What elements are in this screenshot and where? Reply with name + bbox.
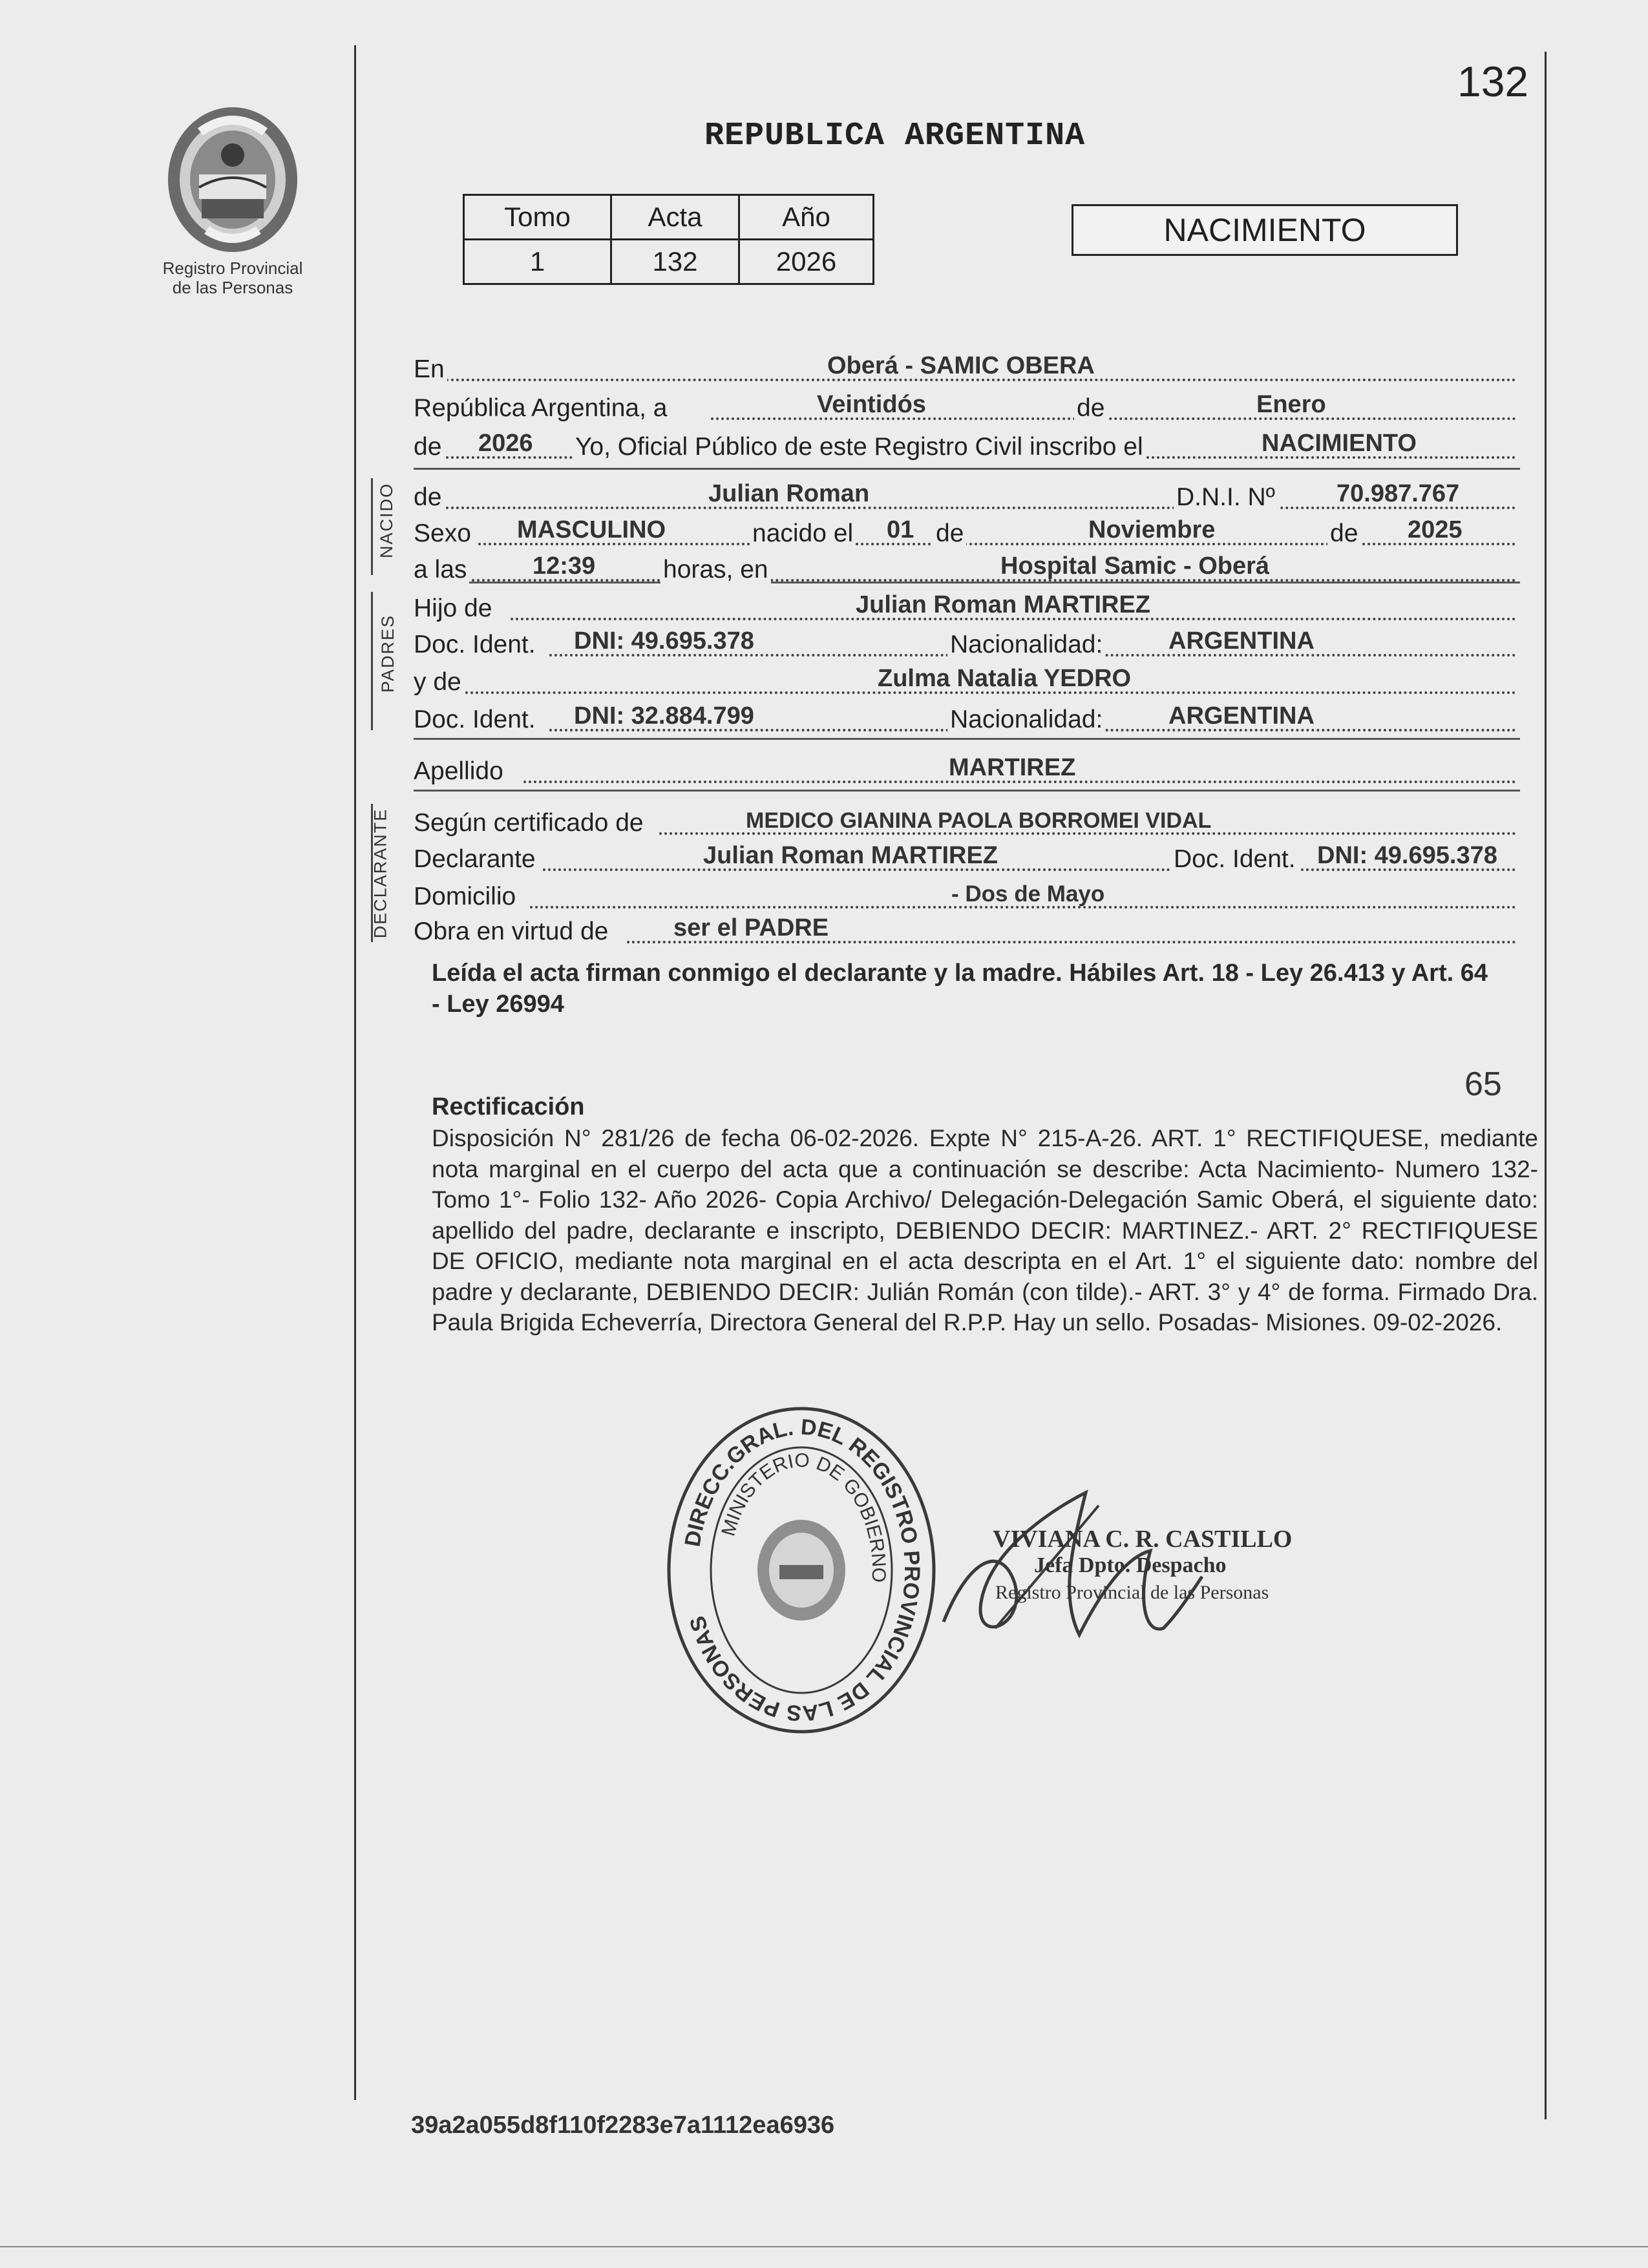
nacido-section-bar [371, 478, 373, 575]
official-round-stamp [659, 1402, 944, 1741]
country-title: REPUBLICA ARGENTINA [704, 118, 1086, 154]
signatory-name: VIVIANA C. R. CASTILLO [993, 1526, 1293, 1553]
rectification-title: Rectificación [432, 1093, 585, 1120]
birth-month-value: Noviembre [1088, 516, 1216, 543]
mother-doc-label: Doc. Ident. [414, 706, 538, 734]
cert-label: Según certificado de [414, 809, 646, 837]
declarante-doc-label: Doc. Ident. [1171, 845, 1298, 874]
left-margin-line [354, 45, 356, 2100]
nacido-de-label: de [414, 483, 444, 512]
round-stamp-icon [659, 1402, 944, 1738]
declarante-row-domicilio [414, 876, 1516, 914]
dni-label: D.N.I. Nº [1174, 483, 1278, 512]
divider-nacido [414, 582, 1520, 583]
de-label-2: de [414, 433, 444, 461]
cert-value: MEDICO GIANINA PAOLA BORROMEI VIDAL [746, 808, 1212, 833]
obra-value: ser el PADRE [673, 914, 829, 941]
value-tomo: 1 [464, 240, 611, 284]
en-label: En [414, 355, 447, 384]
document-type-box: NACIMIENTO [1072, 204, 1458, 256]
apellido-value: MARTIREZ [949, 754, 1076, 781]
mother-name-value: Zulma Natalia YEDRO [878, 665, 1132, 692]
birth-place-value: Hospital Samic - Oberá [1000, 552, 1270, 580]
birth-time-value: 12:39 [533, 552, 596, 580]
padres-section-bar [371, 592, 373, 730]
padres-row-father [414, 588, 1516, 625]
declarante-section-label: DECLARANTE [370, 808, 390, 939]
declarante-doc-value: DNI: 49.695.378 [1317, 842, 1497, 869]
mother-doc-value: DNI: 32.884.799 [574, 702, 754, 730]
father-nationality-value: ARGENTINA [1168, 627, 1315, 655]
nacido-row-name [414, 477, 1516, 514]
mother-nationality-label: Nacionalidad: [947, 706, 1105, 734]
de-label: de [1074, 394, 1107, 423]
header-tomo: Tomo [464, 195, 611, 240]
domicilio-label: Domicilio [414, 883, 518, 911]
intro-row-date [414, 388, 1516, 425]
a-las-label: a las [414, 556, 469, 584]
place-value: Oberá - SAMIC OBERA [827, 352, 1095, 379]
logo-caption-line1: Registro Provincial [162, 258, 303, 278]
divider-apellido [414, 790, 1520, 792]
nacido-row-time [414, 549, 1516, 587]
closing-statement: Leída el acta firman conmigo el declarante y la madre. Hábiles Art. 18 - Ley 26.413 y Art. 64 - Ley 26994 [432, 960, 1488, 1018]
sexo-label: Sexo [414, 520, 474, 548]
rectification-body: Disposición N° 281/26 de fecha 06-02-2026. Expte N° 215-A-26. ART. 1° RECTIFIQUESE, mediante nota marginal en el cuerpo del acta que a continuación se describe: Acta Nacimiento- Numero 132- Tomo 1°- Folio 132- Año 2026- Copia Archivo/ Delegación-Delegación Samic Oberá, el siguiente dato: apellido del padre, declarante e inscripto, DEBIENDO DECIR: MARTINEZ.- ART. 2° RECTIFIQUESE DE OFICIO, mediante nota marginal en el acta descripta en el Art. 1° el siguiente dato: nombre del padre y declarante, DEBIENDO DECIR: Julián Román (con tilde).- ART. 3° y 4° de forma. Firmado Dra. Paula Brigida Echeverría, Directora General del R.P.P. Hay un sello. Posadas- Misiones. 09-02-2026. [432, 1125, 1538, 1336]
padres-row-mother-doc [414, 699, 1516, 737]
birth-day-value: 01 [887, 516, 914, 543]
hijo-de-label: Hijo de [414, 594, 494, 623]
declarante-name-value: Julian Roman MARTIREZ [703, 842, 998, 869]
header-acta: Acta [611, 195, 739, 240]
apellido-row [414, 751, 1516, 788]
logo-caption-line2: de las Personas [172, 278, 293, 297]
record-number-table [463, 194, 874, 285]
horas-label: horas, en [660, 556, 771, 584]
apellido-label: Apellido [414, 757, 506, 786]
declarante-row-cert [414, 803, 1516, 840]
signatory-office: Registro Provincial de las Personas [995, 1582, 1269, 1603]
birth-year-value: 2025 [1408, 516, 1463, 543]
record-table-value-row [464, 240, 874, 284]
obra-label: Obra en virtud de [414, 918, 611, 946]
year-value: 2026 [478, 430, 533, 457]
father-doc-label: Doc. Ident. [414, 631, 538, 659]
registry-logo [149, 103, 317, 297]
stamp-inner-text: MINISTERIO DE GOBIERNO [717, 1449, 890, 1583]
header-ano: Año [739, 195, 874, 240]
y-de-label: y de [414, 668, 464, 697]
event-value: NACIMIENTO [1262, 430, 1417, 457]
record-table-header-row [464, 195, 874, 240]
bottom-edge-line [0, 2246, 1648, 2247]
document-hash: 39a2a055d8f110f2283e7a1112ea6936 [411, 2112, 835, 2139]
value-acta: 132 [611, 240, 739, 284]
declarante-label: Declarante [414, 845, 538, 874]
republic-label: República Argentina, a [414, 394, 670, 423]
nacido-section-label: NACIDO [377, 482, 397, 559]
child-name-value: Julian Roman [708, 480, 870, 507]
stamp-outer-text: DIRECC.GRAL. DEL REGISTRO PROVINCIAL DE LAS PERSONAS [680, 1414, 925, 1726]
month-value: Enero [1256, 391, 1326, 418]
father-name-value: Julian Roman MARTIREZ [856, 591, 1151, 618]
padres-row-father-doc [414, 624, 1516, 662]
intro-row-event [414, 426, 1516, 464]
child-dni-value: 70.987.767 [1336, 480, 1460, 507]
divider-intro [414, 468, 1520, 470]
declarante-row-obra [414, 911, 1516, 949]
right-margin-line [1545, 52, 1547, 2119]
divider-padres [414, 738, 1520, 740]
mother-nationality-value: ARGENTINA [1168, 702, 1315, 730]
birth-de-label: de [933, 520, 966, 548]
nacido-el-label: nacido el [750, 520, 856, 548]
nacido-row-birth [414, 513, 1516, 551]
intro-row-place [414, 349, 1516, 386]
day-words-value: Veintidós [817, 391, 926, 418]
page-number: 132 [1457, 58, 1529, 105]
domicilio-value: - Dos de Mayo [951, 881, 1105, 907]
sexo-value: MASCULINO [517, 516, 666, 543]
value-ano: 2026 [739, 240, 874, 284]
birth-de-label-2: de [1327, 520, 1360, 548]
declarante-row-name [414, 839, 1516, 876]
father-nationality-label: Nacionalidad: [947, 631, 1105, 659]
province-seal-icon [162, 103, 304, 258]
father-doc-value: DNI: 49.695.378 [574, 627, 754, 655]
signatory-title: Jefa Dpto. Despacho [1034, 1553, 1227, 1577]
padres-section-label: PADRES [378, 614, 398, 693]
padres-row-mother [414, 662, 1516, 699]
rectification-number: 65 [1464, 1066, 1502, 1103]
inscribo-label: Yo, Oficial Público de este Registro Civil inscribo el [573, 433, 1146, 461]
